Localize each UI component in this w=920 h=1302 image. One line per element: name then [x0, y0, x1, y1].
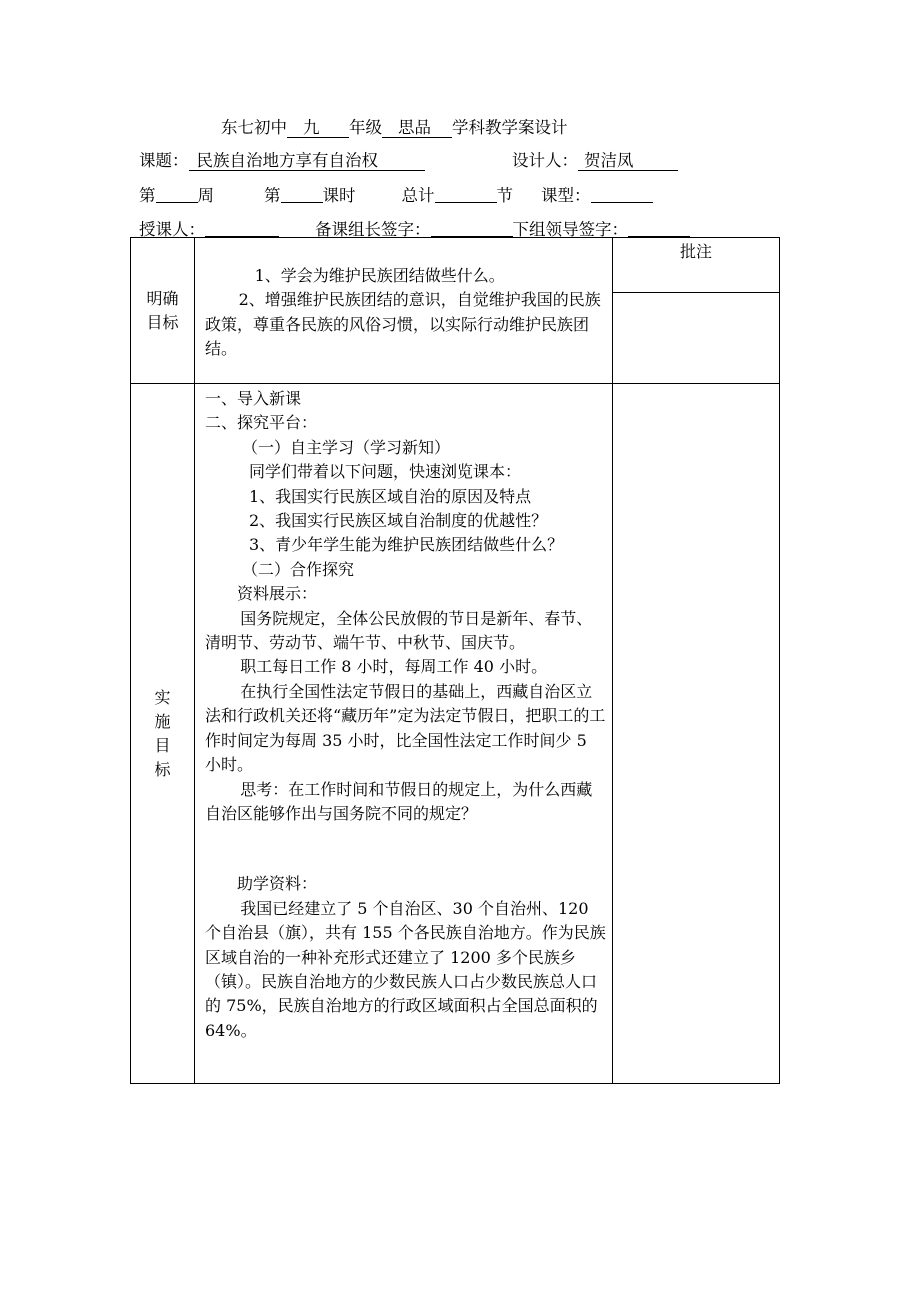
schedule-line: [139, 182, 653, 206]
material-paragraph: 国务院规定，全体公民放假的节日是新年、春节、清明节、劳动节、端午节、中秋节、国庆节。: [205, 608, 593, 653]
goals-side-label: [131, 238, 195, 384]
section-heading: 一、导入新课: [205, 389, 302, 408]
lesson-blank: [281, 186, 323, 203]
leader-blank: [431, 220, 513, 237]
question-item: 3、青少年学生能为维护民族团结做些什么？: [249, 535, 564, 555]
impl-side-char: 标: [154, 759, 171, 779]
leader-label: 备课组长签字：: [315, 220, 431, 239]
admin-blank: [628, 220, 690, 237]
subsection-heading: （一）自主学习（学习新知）: [242, 437, 451, 457]
section-heading: 二、探究平台：: [205, 413, 318, 433]
annotation-cell: [613, 384, 780, 1084]
question-item: 2、我国实行民族区域自治制度的优越性？: [249, 511, 548, 531]
designer-field: 贺洁凤: [578, 151, 678, 171]
goals-side-line-1: 明确: [146, 288, 179, 308]
impl-side-char: 施: [154, 711, 171, 731]
impl-cell: [195, 384, 613, 1084]
total-prefix: 总计: [401, 186, 435, 205]
title-suffix: 学科教学案设计: [452, 118, 568, 137]
help-label: 助学资料：: [237, 874, 318, 894]
teacher-label: 授课人：: [139, 220, 205, 239]
subject-field: 思品: [382, 118, 452, 138]
think-question: 思考：在工作时间和节假日的规定上，为什么西藏自治区能够作出与国务院不同的规定？: [205, 779, 593, 823]
goal-item: 1、学会为维护民族团结做些什么。: [254, 266, 505, 285]
type-blank: [591, 186, 653, 203]
lesson-plan-table: [130, 237, 780, 1084]
admin-label: 下组领导签字：: [512, 220, 628, 239]
topic-field: 民族自治地方享有自治权: [189, 151, 425, 171]
week-blank: [156, 186, 198, 203]
week-suffix: 周: [197, 186, 214, 205]
type-label: 课型：: [541, 186, 591, 205]
total-suffix: 节: [496, 186, 513, 205]
school-name: 东七初中: [221, 118, 287, 137]
prompt-text: 同学们带着以下问题，快速浏览课本：: [249, 462, 522, 482]
material-label: 资料展示：: [237, 584, 318, 604]
impl-side-char: 实: [154, 687, 171, 707]
designer-label: 设计人：: [512, 151, 578, 170]
annotation-header: 批注: [613, 238, 779, 293]
material-paragraph: 在执行全国性法定节假日的基础上，西藏自治区立法和行政机关还将“藏历年”定为法定节假日，把职工的工作时间定为每周 35 小时，比全国性法定工作时间少 5 小时。: [205, 681, 606, 775]
total-blank: [435, 186, 497, 203]
grade-suffix: 年级: [349, 118, 382, 137]
material-paragraph: 职工每日工作 8 小时，每周工作 40 小时。: [240, 657, 548, 677]
grade-field: 九: [287, 118, 349, 138]
lesson-prefix: 第: [264, 186, 281, 205]
document-title: [221, 114, 568, 138]
goal-item: 2、增强维护民族团结的意识，自觉维护我国的民族政策，尊重各民族的风俗习惯，以实际行动维护民族团结。: [205, 290, 601, 359]
topic-label: 课题：: [139, 151, 189, 170]
impl-side-label: [131, 384, 195, 1084]
teacher-blank: [205, 220, 279, 237]
topic-line: [139, 147, 425, 171]
impl-side-char: 目: [154, 735, 171, 755]
annotation-cell-top: [613, 238, 780, 384]
subsection-heading: （二）合作探究: [242, 559, 355, 579]
goals-side-line-2: 目标: [146, 312, 179, 332]
goals-cell: [195, 238, 613, 384]
designer-line: [512, 147, 678, 171]
help-paragraph: 我国已经建立了 5 个自治区、30 个自治州、120 个自治县（旗），共有 155 个各民族自治地方。作为民族区域自治的一种补充形式还建立了 1200 多个民族乡（镇）。民族自治地方的少数民族人口占少数民族总人口的 75%，民族自治地方的行政区域面积占全国总面积的 64%。: [205, 898, 606, 1040]
lesson-suffix: 课时: [322, 186, 356, 205]
question-item: 1、我国实行民族区域自治的原因及特点: [249, 486, 532, 506]
week-prefix: 第: [139, 186, 156, 205]
